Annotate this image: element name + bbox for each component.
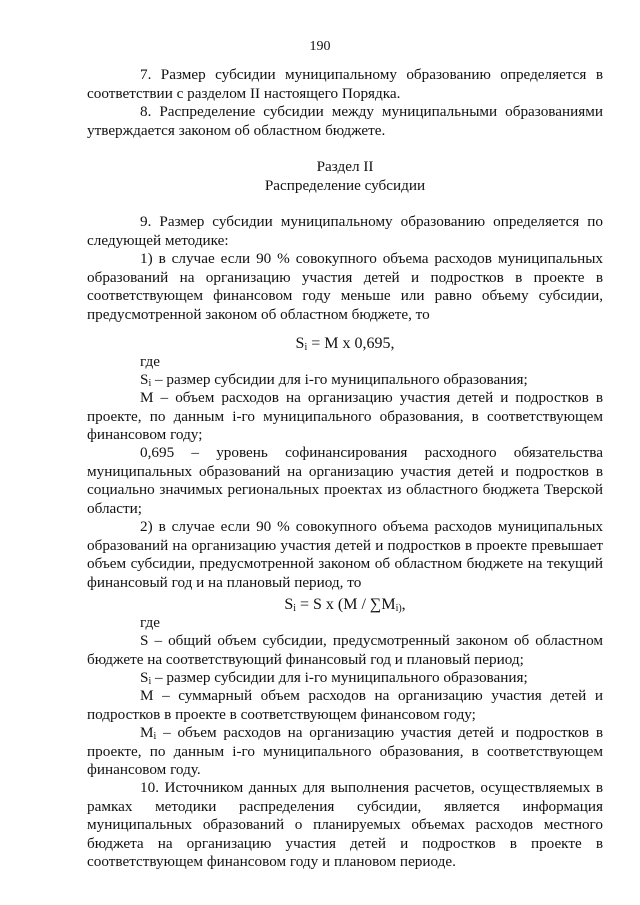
formula-2-rhs-b: , (401, 596, 406, 613)
def-mi-sub: i (153, 731, 157, 742)
paragraph-10: 10. Источником данных для выполнения расчетов, осуществляемых в рамках методики распределения субсидии, является информация муниципальных образований о планируемых объемах расходов местного бюджета на организацию участия детей и подростков в проекте в соответствующем финансовом году и плановом периоде. (87, 779, 603, 870)
formula-1-lhs: S (295, 335, 305, 352)
definition-si-1 (87, 371, 603, 390)
def2-si-sub: i (148, 676, 152, 687)
formula-2-lhs-sub: i (293, 603, 296, 614)
def2-si-symbol: S (140, 669, 149, 686)
def-si-symbol: S (140, 371, 149, 388)
where-label-2: где (140, 614, 160, 631)
paragraph-7: 7. Размер субсидии муниципальному образованию определяется в соответствии с разделом II настоящего Порядка. (87, 66, 603, 102)
section-title: Раздел II (316, 158, 374, 175)
paragraph-8: 8. Распределение субсидии между муниципальными образованиями утверждается законом об областном бюджете. (87, 103, 603, 139)
formula-1-lhs-sub: i (304, 342, 308, 353)
paragraph-9: 9. Размер субсидии муниципальному образованию определяется по следующей методике: (87, 213, 603, 249)
case-1-text: 1) в случае если 90 % совокупного объема расходов муниципальных образований на организацию участия детей и подростков в проекте в соответствующем финансовом году меньше или равно объему субсидии, предусмотренной законом об областном бюджете, то (87, 250, 603, 323)
def2-si-text: – размер субсидии для i-го муниципального образования; (151, 669, 528, 686)
formula-2-rhs-sub: i) (395, 603, 402, 614)
def-mi-symbol: M (140, 724, 154, 741)
formula-1 (87, 335, 603, 354)
definition-si-2 (87, 669, 603, 688)
definition-mi (87, 724, 603, 780)
formula-2-rhs-a: = S х (M / ∑M (296, 596, 396, 613)
formula-1-rhs: = M х 0,695, (307, 335, 395, 352)
definition-m-2: M – суммарный объем расходов на организацию участия детей и подростков в проекте в соответствующем финансовом году; (87, 687, 603, 723)
definition-s: S – общий объем субсидии, предусмотренный законом об областном бюджете на соответствующий финансовый год и плановый период; (87, 632, 603, 668)
case-2-text: 2) в случае если 90 % совокупного объема расходов муниципальных образований на организацию участия детей и подростков в проекте превышает объем субсидии, предусмотренной законом об областном бюджете на текущий финансовый год и на плановый период, то (87, 518, 603, 591)
definition-m-1: M – объем расходов на организацию участия детей и подростков в проекте, по данным i-го муниципального образования, в соответствующем финансовом году; (87, 389, 603, 443)
def-si-text: – размер субсидии для i-го муниципального образования; (151, 371, 528, 388)
def-si-sub: i (148, 378, 152, 389)
section-subtitle: Распределение субсидии (264, 177, 426, 194)
where-label-1: где (140, 353, 160, 370)
page-number: 190 (309, 39, 331, 54)
formula-2 (87, 596, 603, 615)
def-mi-text: – объем расходов на организацию участия детей и подростков в проекте, по данным i-го муниципального образования, в соответствующем финансовом году. (87, 724, 603, 778)
formula-2-lhs: S (284, 596, 294, 613)
definition-rate: 0,695 – уровень софинансирования расходного обязательства муниципальных образований на организацию участия детей и подростков в социально значимых региональных проектах из областного бюджета Тверской области; (87, 444, 603, 517)
